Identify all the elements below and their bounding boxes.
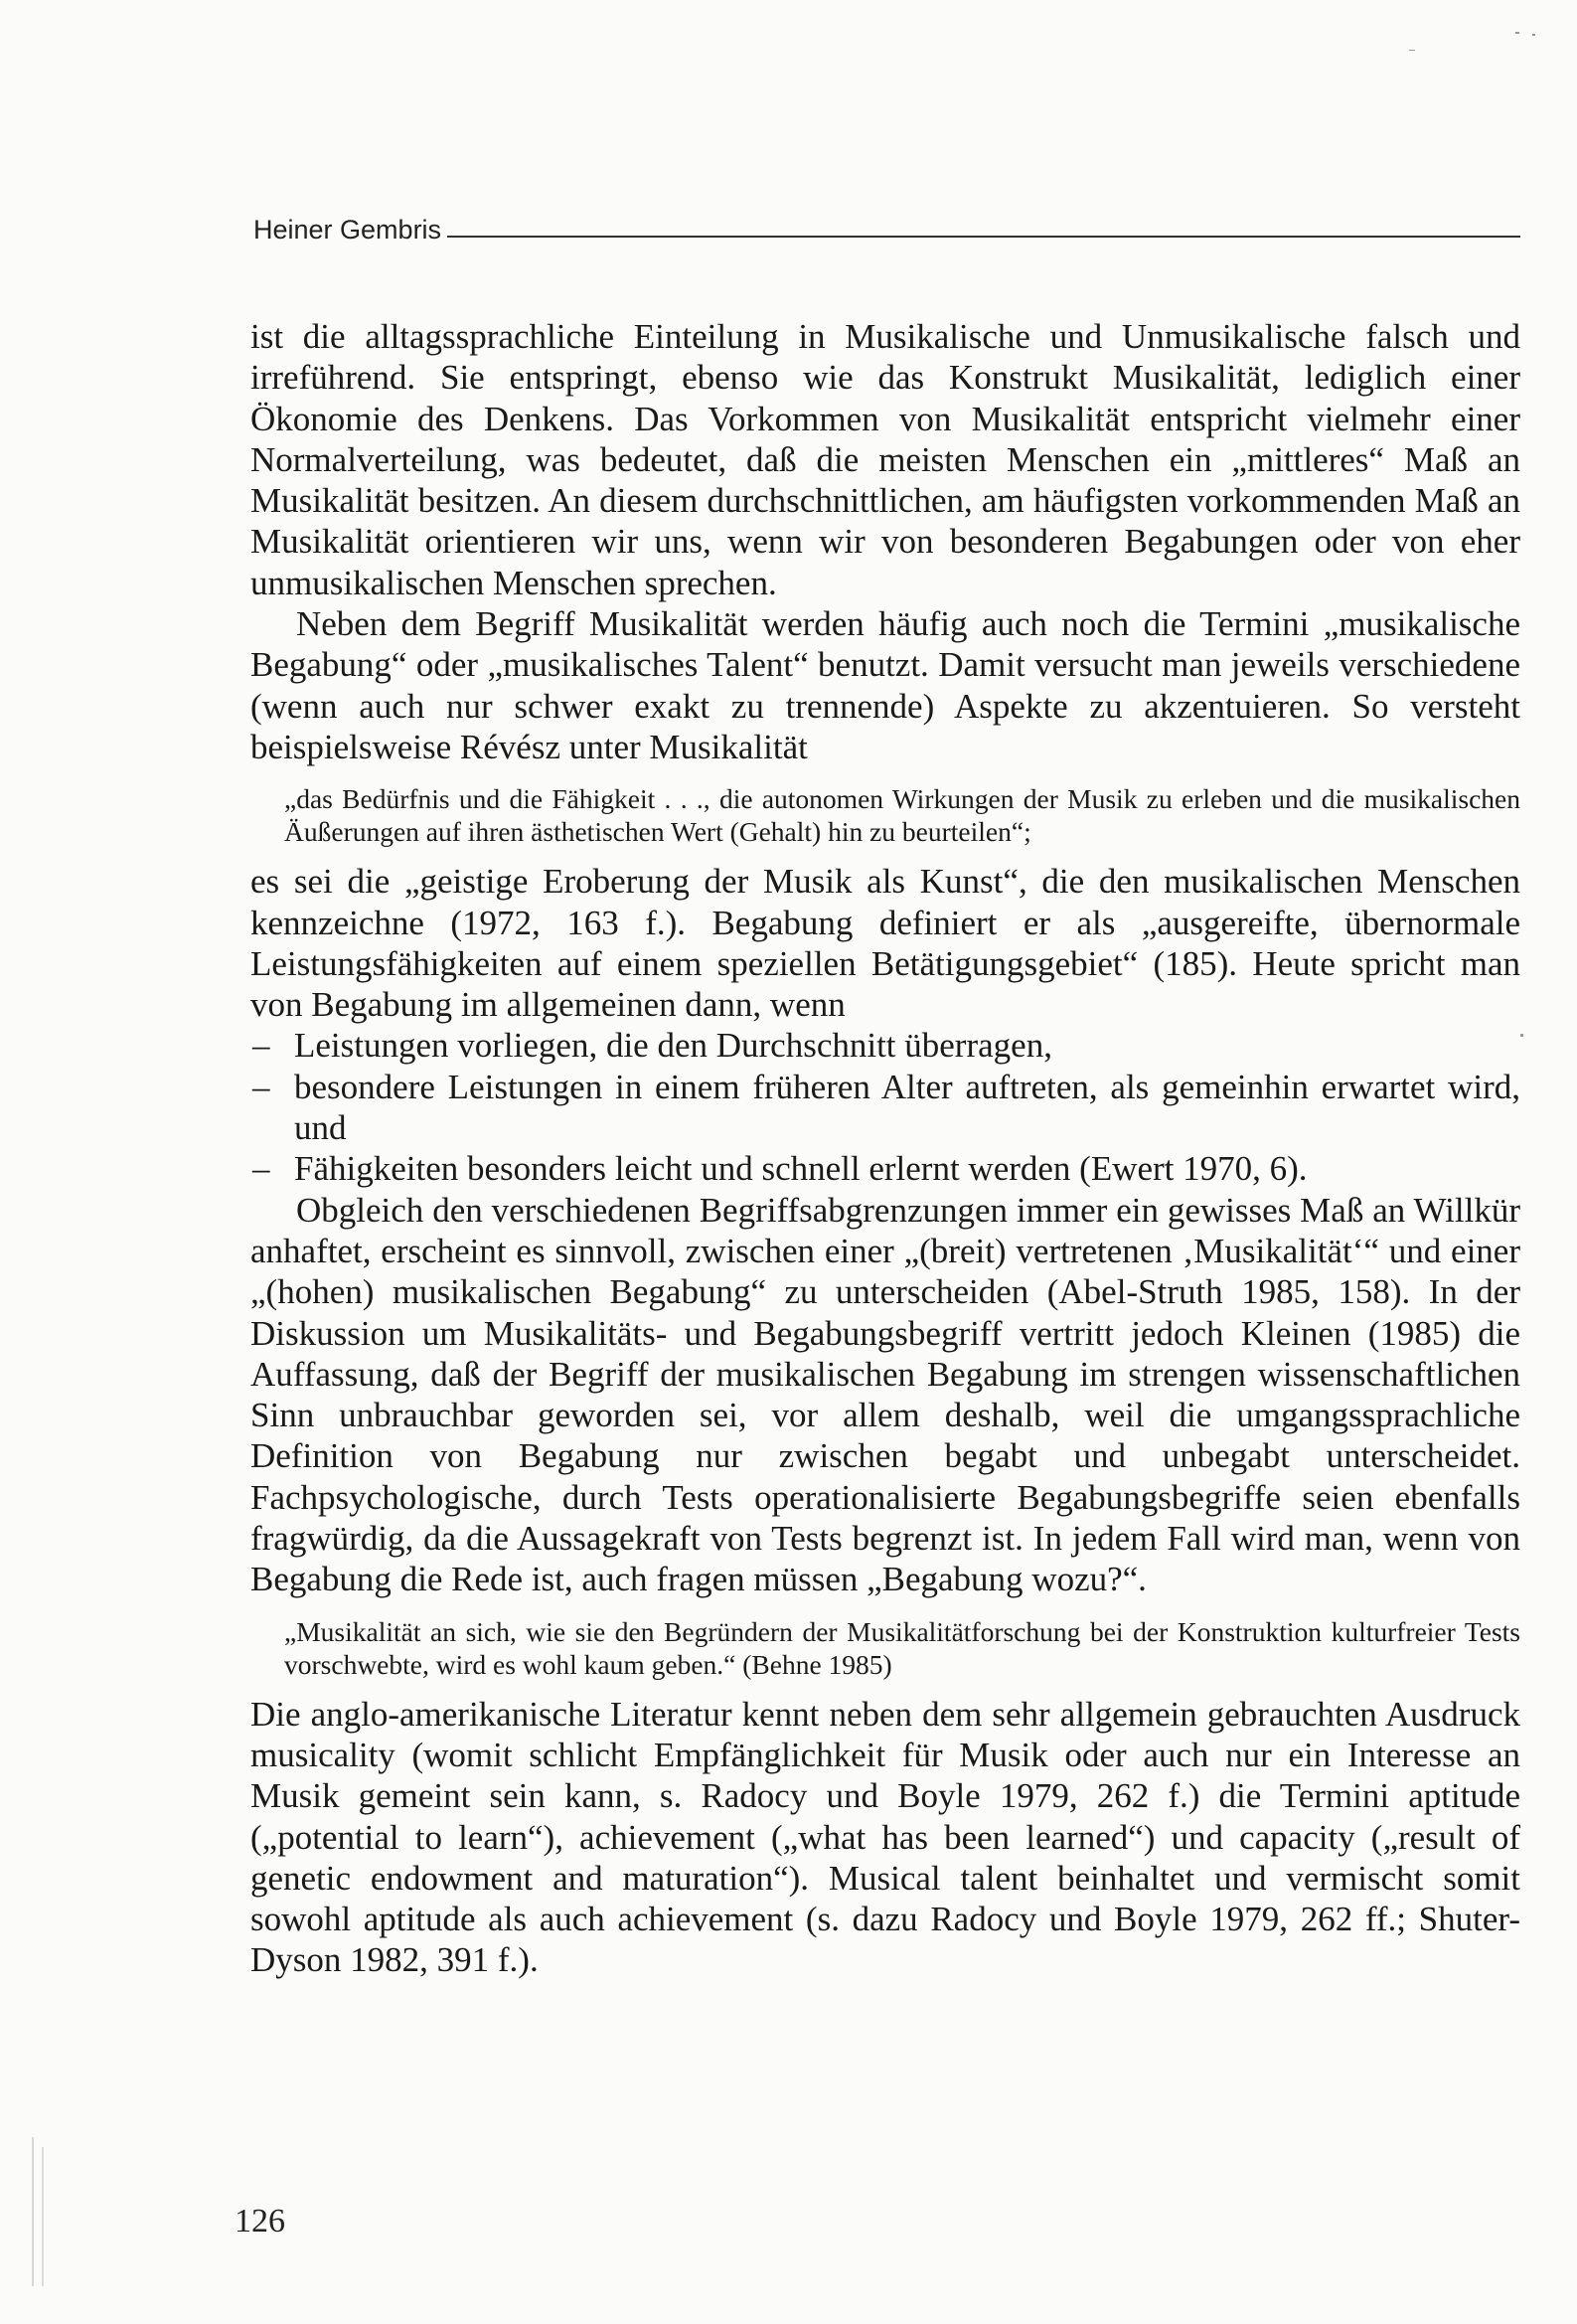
- block-quote: „das Bedürfnis und die Fähigkeit . . ., die autonomen Wirkungen der Musik zu erleben und die musikalischen Äußerungen auf ihren ästhetischen Wert (Gehalt) hin zu beurteilen“;: [284, 783, 1520, 848]
- scan-artifact: [42, 2147, 44, 2286]
- list-item: – Leistungen vorliegen, die den Durchschnitt überragen,: [250, 1025, 1520, 1066]
- scan-artifact: [1515, 32, 1519, 34]
- page-number: 126: [235, 2203, 285, 2240]
- scan-artifact: [1409, 50, 1415, 51]
- block-quote: „Musikalität an sich, wie sie den Begründern der Musikalitätforschung bei der Konstruktion kulturfreier Tests vorschwebte, wird es wohl kaum geben.“ (Behne 1985): [284, 1615, 1520, 1680]
- paragraph: es sei die „geistige Eroberung der Musik als Kunst“, die den musikalischen Menschen kennzeichne (1972, 163 f.). Begabung definiert er als „ausgereifte, übernormale Leistungsfähigkeiten auf einem speziellen Betätigungsgebiet“ (185). Heute spricht man von Begabung im allgemeinen dann, wenn: [250, 862, 1520, 1025]
- scan-artifact: [1532, 34, 1535, 36]
- paragraph: ist die alltagssprachliche Einteilung in Musikalische und Unmusikalische falsch und irreführend. Sie entspringt, ebenso wie das Konstrukt Musikalität, lediglich einer Ökonomie des Denkens. Das Vorkommen von Musikalität entspricht vielmehr einer Normalverteilung, was bedeutet, daß die meisten Menschen ein „mittleres“ Maß an Musikalität besitzen. An diesem durchschnittlichen, am häufigsten vorkommenden Maß an Musikalität orientieren wir uns, wenn wir von besonderen Begabungen oder von eher unmusikalischen Menschen sprechen.: [250, 317, 1520, 602]
- body-text: [250, 316, 1520, 1981]
- dash-list: [250, 1025, 1520, 1189]
- scan-artifact: [1520, 1034, 1523, 1037]
- paragraph: Die anglo-amerikanische Literatur kennt neben dem sehr allgemein gebrauchten Ausdruck musicality (womit schlicht Empfänglichkeit für Musik oder auch nur ein Interesse an Musik gemeint sein kann, s. Radocy und Boyle 1979, 262 f.) die Termini aptitude („potential to learn“), achievement („what has been learned“) und capacity („result of genetic endowment and maturation“). Musical talent beinhaltet und vermischt somit sowohl aptitude als auch achievement (s. dazu Radocy und Boyle 1979, 262 ff.; Shuter-Dyson 1982, 391 f.).: [250, 1694, 1520, 1980]
- paragraph: Neben dem Begriff Musikalität werden häufig auch noch die Termini „musikalische Begabung“ oder „musikalisches Talent“ benutzt. Damit versucht man jeweils verschiedene (wenn auch nur schwer exakt zu trennende) Aspekte zu akzentuieren. So versteht beispielsweise Révész unter Musikalität: [250, 604, 1520, 766]
- paragraph: Obgleich den verschiedenen Begriffsabgrenzungen immer ein gewisses Maß an Willkür anhaftet, erscheint es sinnvoll, zwischen einer „(breit) vertretenen ‚Musikalität‘“ und einer „(hohen) musikalischen Begabung“ zu unterscheiden (Abel-Struth 1985, 158). In der Diskussion um Musikalitäts- und Begabungsbegriff vertritt jedoch Kleinen (1985) die Auffassung, daß der Begriff der musikalischen Begabung im strengen wissenschaftlichen Sinn unbrauchbar geworden sei, vor allem deshalb, weil die umgangssprachliche Definition von Begabung nur zwischen begabt und unbegabt unterscheidet. Fachpsychologische, durch Tests operationalisierte Begabungsbegriffe seien ebenfalls fragwürdig, da die Aussagekraft von Tests begrenzt ist. In jedem Fall wird man, wenn von Begabung die Rede ist, auch fragen müssen „Begabung wozu?“.: [250, 1190, 1520, 1599]
- header-rule: [447, 236, 1520, 238]
- scan-artifact: [32, 2137, 34, 2286]
- header-author: Heiner Gembris: [253, 215, 442, 245]
- running-header: [253, 215, 1520, 246]
- list-item: – besondere Leistungen in einem früheren Alter auftreten, als gemeinhin erwartet wird, und: [250, 1067, 1520, 1149]
- list-item: – Fähigkeiten besonders leicht und schnell erlernt werden (Ewert 1970, 6).: [250, 1148, 1520, 1189]
